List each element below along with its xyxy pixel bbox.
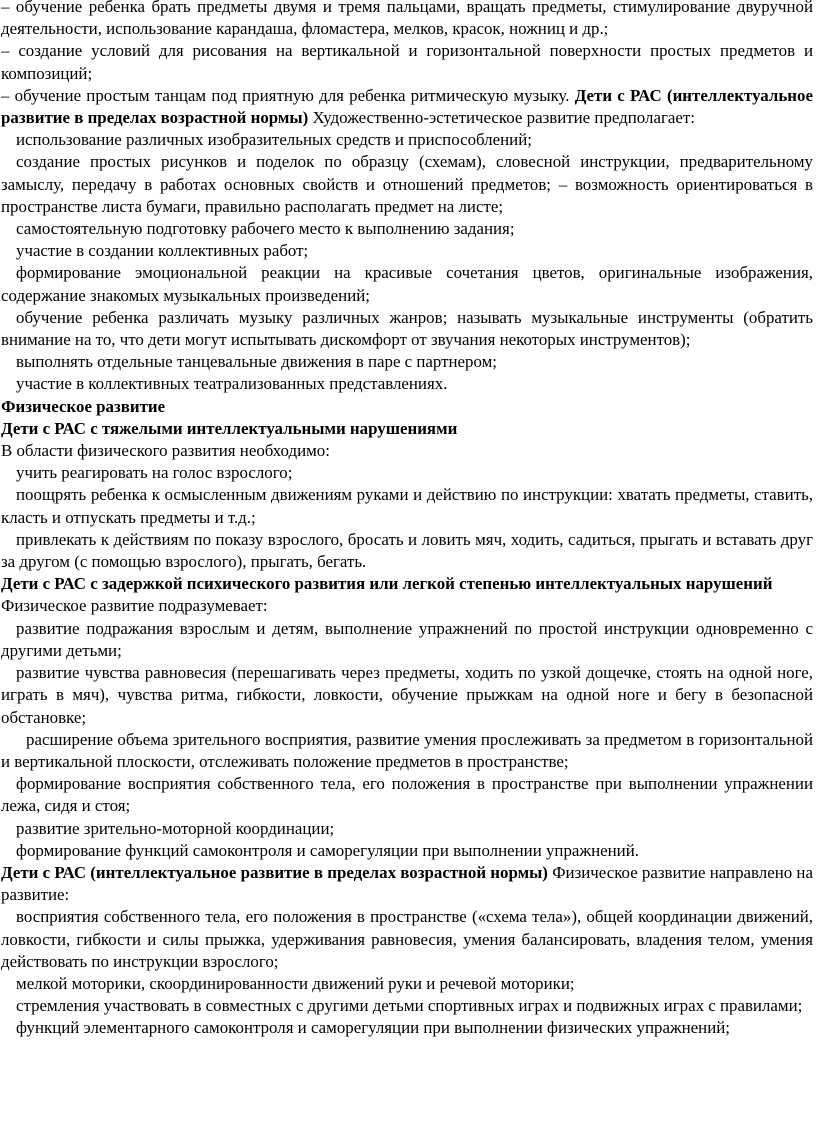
list-item: учить реагировать на голос взрослого; [16,463,293,483]
list-item: создание простых рисунков и поделок по образцу (схемам), словесной инструкции, предварительному замыслу, передачу в работах основных свойств и отношений предметов; – возможность ориентироваться в пространстве листа бумаги, правильно располагать предмет на листе; [1,152,813,216]
dance-item-text: – обучение простым танцам под приятную для ребенка ритмическую музыку. [1,85,570,105]
paragraph [1,862,813,906]
list-item: привлекать к действиям по показу взрослого, бросать и ловить мяч, ходить, садиться, прыгать и вставать друг за другом (с помощью взрослого), прыгать, бегать. [1,529,813,572]
list-item: восприятия собственного тела, его положения в пространстве («схема тела»), общей координации движений, ловкости, гибкости и силы прыжка, удерживания равновесия, умения балансировать, владения телом, умения действовать по инструкции взрослого; [1,907,813,971]
group-intro: Физическое развитие подразумевает: [1,596,268,616]
list-item: развитие подражания взрослым и детям, выполнение упражнений по простой инструкции одновременно с другими детьми; [1,618,813,660]
list-item: участие в создании коллективных работ; [16,241,309,261]
list-item: выполнять отдельные танцевальные движения в паре с партнером; [16,352,498,372]
list-item: мелкой моторики, скоординированности движений руки и речевой моторики; [16,973,575,993]
group-heading: Дети с РАС с тяжелыми интеллектуальными нарушениями [1,418,458,438]
group-intro: Физическое развитие направлено на развитие: [1,862,813,905]
group-intro: В области физического развития необходимо: [1,441,330,461]
paragraph: – создание условий для рисования на вертикальной и горизонтальной поверхности простых предметов и композиций; [1,41,813,83]
paragraph [1,85,813,129]
list-item: стремления участвовать в совместных с другими детьми спортивных играх и подвижных играх с правилами; [16,996,803,1016]
paragraph: – обучение ребенка брать предметы двумя и тремя пальцами, вращать предметы, стимулирование двуручной деятельности, использование карандаша, фломастера, мелков, красок, ножниц и др.; [1,0,813,39]
list-item: развитие чувства равновесия (перешагивать через предметы, ходить по узкой дощечке, стоять на одной ноге, играть в мяч), чувства ритма, гибкости, ловкости, обучение прыжкам на одной ноге и бегу в безопасной обстановке; [1,663,813,727]
list-item: формирование восприятия собственного тела, его положения в пространстве при выполнении упражнении лежа, сидя и стоя; [1,774,813,816]
group-heading-inline: Дети с РАС (интеллектуальное развитие в пределах возрастной нормы) [1,862,548,882]
list-item: формирование эмоциональной реакции на красивые сочетания цветов, оригинальные изображения, содержание знакомых музыкальных произведений; [1,263,813,305]
list-item: использование различных изобразительных средств и приспособлений; [16,130,532,150]
list-item: развитие зрительно-моторной координации; [16,818,335,838]
list-item: участие в коллективных театрализованных представлениях. [16,374,448,394]
list-item: обучение ребенка различать музыку различных жанров; называть музыкальные инструменты (обратить внимание на то, что дети могут испытывать дискомфорт от звучания некоторых инструментов); [1,307,813,350]
list-item: поощрять ребенка к осмысленным движениям руками и действию по инструкции: хватать предметы, ставить, класть и отпускать предметы и т.д.; [1,485,813,527]
list-item: функций элементарного самоконтроля и саморегуляции при выполнении физических упражнений; [16,1018,730,1038]
list-item: формирование функций самоконтроля и саморегуляции при выполнении упражнений. [16,840,639,860]
section-title: Физическое развитие [1,396,166,416]
group-heading-inline: Дети с РАС (интеллектуальное развитие в пределах возрастной нормы) [1,85,813,128]
dance-item-tail: Художественно-эстетическое развитие предполагает: [312,108,695,128]
list-item: расширение объема зрительного восприятия, развитие умения прослеживать за предметом в горизонтальной и вертикальной плоскости, отслеживать положение предметов в пространстве; [1,729,813,771]
list-item: самостоятельную подготовку рабочего место к выполнению задания; [16,219,515,239]
group-heading: Дети с РАС с задержкой психического развития или легкой степенью интеллектуальных нарушений [1,574,773,594]
